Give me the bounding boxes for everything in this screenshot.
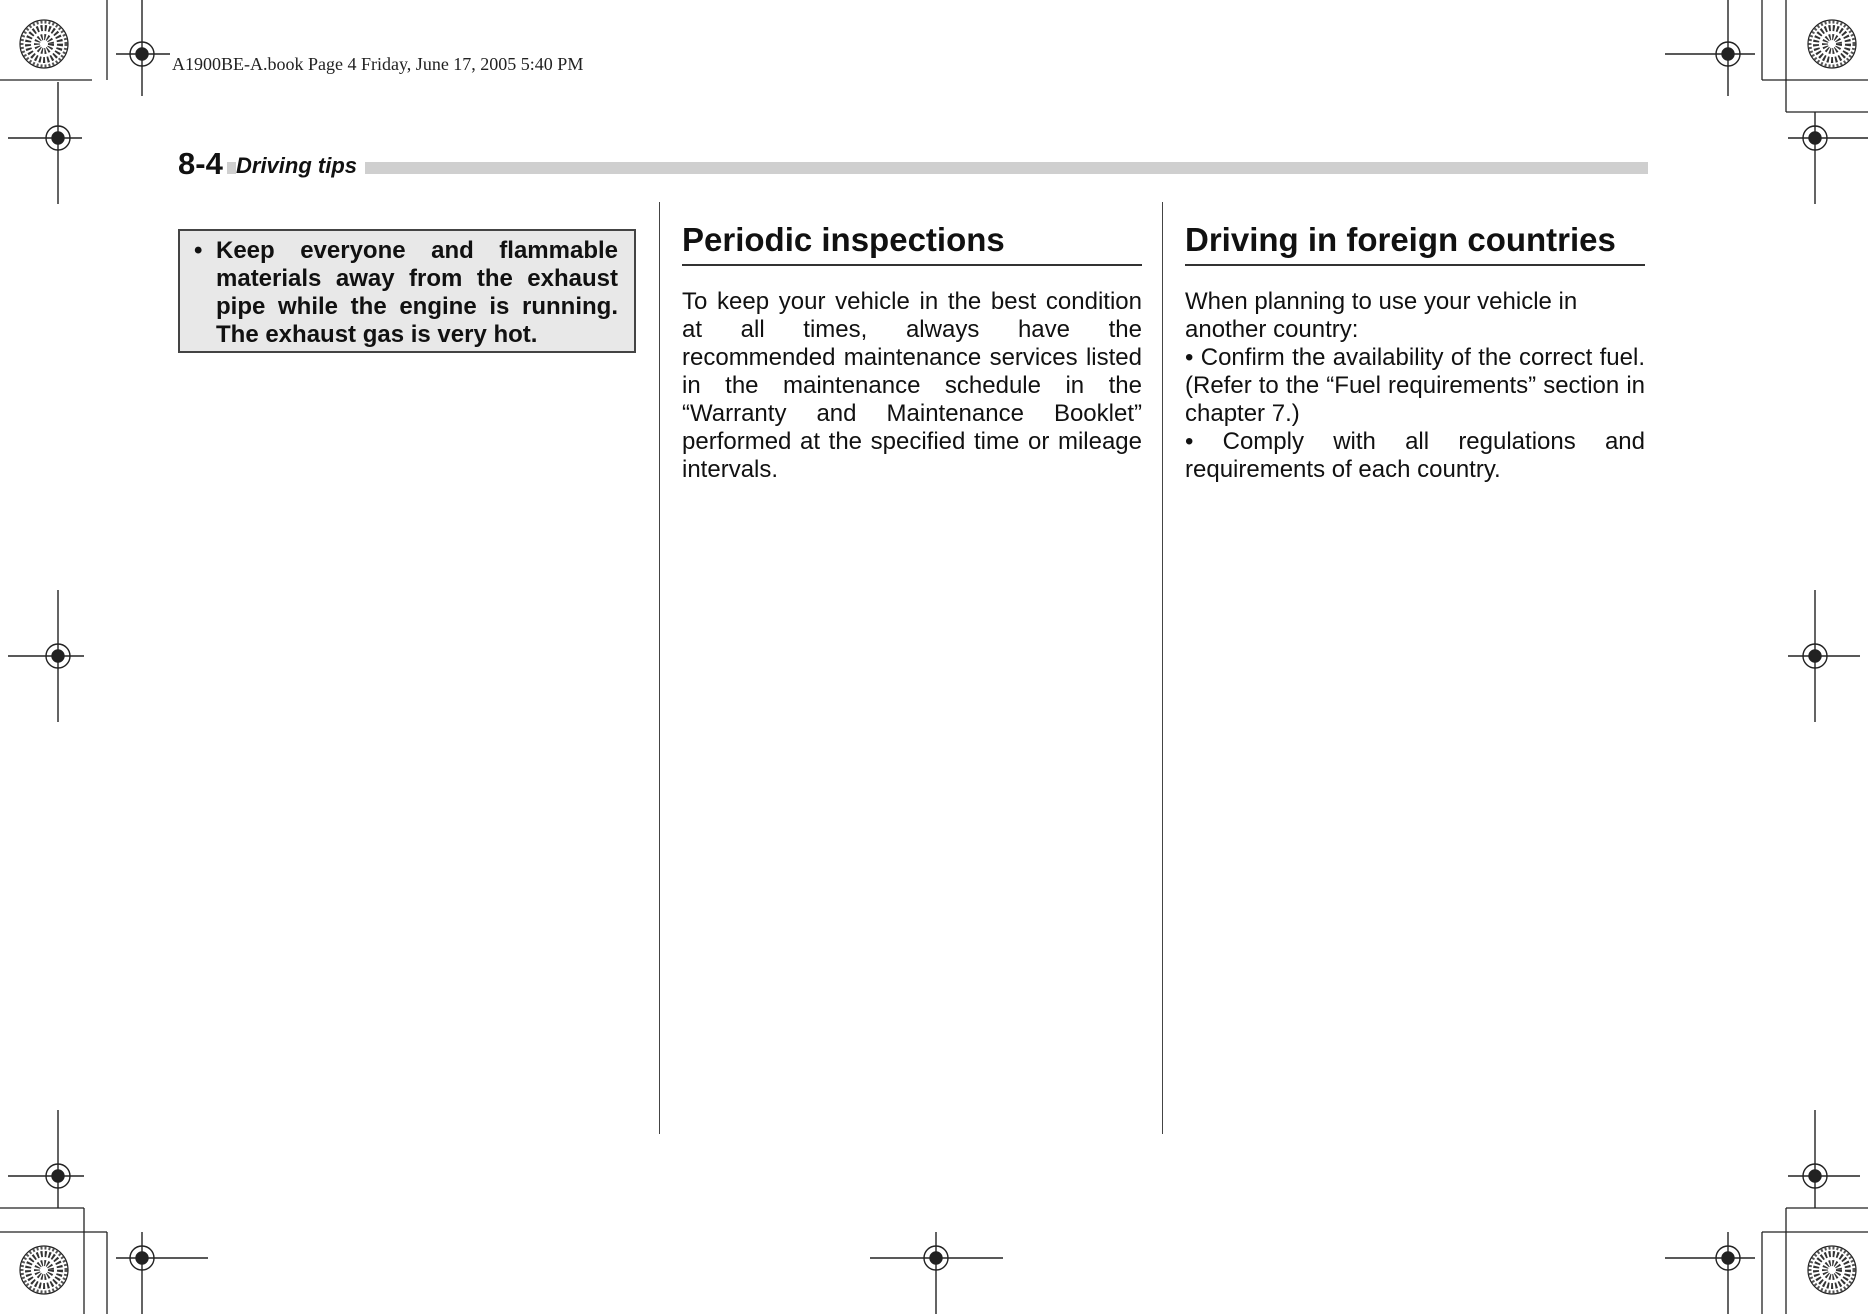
section-title: Driving tips	[236, 152, 365, 180]
starburst-icon	[1808, 1246, 1856, 1294]
periodic-inspections-section	[682, 220, 1142, 484]
paragraph: When planning to use your vehicle in another country:	[1185, 288, 1578, 343]
registration-mark-icon	[1788, 1110, 1860, 1208]
page-header	[178, 146, 1648, 182]
starburst-icon	[20, 1246, 68, 1294]
column-divider	[659, 202, 660, 1134]
registration-mark-icon	[1665, 0, 1755, 96]
section-heading: Periodic inspections	[682, 220, 1142, 266]
registration-mark-icon	[8, 82, 82, 204]
registration-mark-icon	[116, 0, 170, 96]
registration-mark-icon	[116, 1232, 208, 1314]
paragraph: To keep your vehicle in the best condition at all times, always have the recommended maintenance services listed in the maintenance schedule in the “Warranty and Maintenance Booklet” performed at the specified time or mileage intervals.	[682, 288, 1142, 483]
registration-mark-icon	[1788, 112, 1868, 204]
list-item: • Comply with all regulations and requirements of each country.	[1185, 428, 1645, 483]
registration-mark-icon	[8, 1110, 84, 1208]
warning-text: Keep everyone and flammable materials away from the exhaust pipe while the engine is running. The exhaust gas is very hot.	[216, 237, 618, 348]
foreign-countries-section	[1185, 220, 1645, 484]
registration-mark-icon	[1788, 590, 1860, 722]
section-heading: Driving in foreign countries	[1185, 220, 1645, 266]
bullet-icon: •	[194, 237, 203, 264]
starburst-icon	[20, 20, 68, 68]
list-item: • Confirm the availability of the correct fuel. (Refer to the “Fuel requirements” section in chapter 7.)	[1185, 344, 1645, 427]
registration-mark-icon	[1665, 1232, 1755, 1314]
column-divider	[1162, 202, 1163, 1134]
print-slug: A1900BE-A.book Page 4 Friday, June 17, 2005 5:40 PM	[172, 54, 584, 74]
header-rule	[178, 162, 1648, 174]
warning-item	[194, 237, 618, 349]
registration-mark-icon	[870, 1232, 1003, 1314]
page-number: 8-4	[178, 146, 227, 182]
registration-mark-icon	[8, 590, 84, 722]
starburst-icon	[1808, 20, 1856, 68]
warning-box	[178, 229, 636, 353]
